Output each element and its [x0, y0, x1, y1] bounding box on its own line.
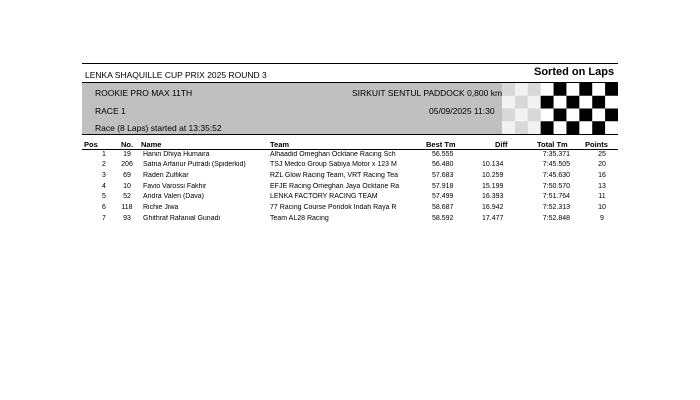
row-total: 7:52.313: [542, 204, 570, 211]
row-no: 118: [121, 204, 133, 211]
flag-square: [566, 96, 579, 109]
row-diff: 16.393: [482, 193, 504, 201]
row-name: Andra Valen (Dava): [143, 193, 204, 201]
flag-square: [502, 96, 515, 109]
row-total: 7:52.848: [542, 214, 570, 222]
table-row: [0, 193, 700, 204]
flag-square: [566, 121, 579, 134]
flag-square: [566, 109, 579, 122]
row-pos: 2: [102, 161, 106, 169]
row-team: LENKA FACTORY RACING TEAM: [270, 193, 378, 201]
table-row: [0, 172, 700, 183]
row-best: 57.499: [432, 193, 454, 201]
row-no: 10: [123, 182, 131, 190]
row-diff: 10.134: [482, 161, 504, 169]
flag-square: [541, 83, 554, 96]
row-name: Favio Varossi Fakhir: [143, 182, 207, 190]
row-points: 13: [598, 182, 606, 190]
row-points: 16: [598, 171, 606, 179]
row-diff: 15.199: [482, 182, 504, 190]
row-team: Alhaadid Omeghan Ocktane Racing Sch: [270, 150, 396, 158]
flag-square: [579, 109, 592, 122]
col-team: Team: [270, 140, 290, 149]
row-best: 57.918: [432, 182, 454, 190]
row-no: 52: [123, 193, 131, 201]
band-bottom-rule: [82, 134, 618, 135]
row-name: Ghithraf Rafanial Gunadi: [143, 214, 221, 222]
row-no: 93: [123, 214, 131, 222]
row-pos: 3: [102, 171, 106, 179]
flag-square: [541, 96, 554, 109]
flag-square: [554, 109, 567, 122]
table-row: [0, 183, 700, 194]
row-no: 69: [123, 171, 131, 179]
row-pos: 5: [102, 193, 106, 201]
row-no: 19: [123, 150, 131, 158]
flag-square: [502, 83, 515, 96]
row-points: 9: [600, 214, 604, 222]
row-team: TSJ Medco Group Sabiya Motor x 123 M: [270, 161, 397, 169]
col-pos: Pos: [84, 140, 98, 149]
row-team: Team AL28 Racing: [270, 214, 329, 222]
table-row: [0, 161, 700, 172]
flag-square: [579, 96, 592, 109]
flag-square: [566, 83, 579, 96]
flag-square: [554, 96, 567, 109]
circuit-name: SIRKUIT SENTUL PADDOCK 0,800 km: [352, 88, 503, 98]
flag-square: [502, 121, 515, 134]
row-points: 11: [598, 193, 606, 201]
row-diff: 17.477: [482, 214, 504, 222]
row-diff: 10.259: [482, 171, 504, 179]
row-best: 58.592: [432, 214, 454, 222]
row-total: 7:50.570: [542, 182, 570, 190]
row-pos: 1: [102, 150, 106, 158]
col-points: Points: [585, 140, 608, 149]
table-row: [0, 215, 700, 226]
flag-square: [528, 83, 541, 96]
row-total: 7:45.630: [542, 171, 570, 179]
flag-square: [515, 109, 528, 122]
class-name: ROOKIE PRO MAX 11TH: [95, 88, 193, 98]
row-pos: 6: [102, 204, 106, 211]
row-best: 57.683: [432, 171, 454, 179]
flag-square: [605, 83, 618, 96]
flag-square: [528, 96, 541, 109]
flag-square: [592, 109, 605, 122]
row-name: Satria Arfanur Putradi (Spiderkid): [143, 161, 246, 169]
row-total: 7:45.505: [542, 161, 570, 169]
flag-square: [515, 83, 528, 96]
event-title: LENKA SHAQUILLE CUP PRIX 2025 ROUND 3: [85, 70, 267, 80]
row-best: 56.480: [432, 161, 454, 169]
top-rule: [82, 63, 618, 64]
flag-square: [579, 121, 592, 134]
flag-square: [592, 83, 605, 96]
flag-square: [528, 121, 541, 134]
flag-square: [554, 121, 567, 134]
flag-square: [515, 96, 528, 109]
row-name: Raden Zulfikar: [143, 171, 189, 179]
table-row: [0, 204, 700, 215]
sort-label: Sorted on Laps: [534, 66, 615, 78]
row-total: 7:51.764: [542, 193, 570, 201]
row-best: 58.687: [432, 204, 454, 211]
flag-square: [502, 109, 515, 122]
flag-square: [605, 96, 618, 109]
flag-square: [605, 121, 618, 134]
col-no: No.: [121, 140, 134, 149]
row-team: 77 Racing Course Pondok Indah Raya R: [270, 204, 397, 211]
flag-square: [605, 109, 618, 122]
row-best: 56.555: [432, 150, 454, 158]
row-points: 20: [598, 161, 606, 169]
row-team: RZL Glow Racing Team, VRT Racing Tea: [270, 171, 399, 179]
col-best: Best Tm: [426, 140, 456, 149]
row-team: EFJE Racing Omeghan Jaya Ocktane Ra: [270, 182, 400, 190]
col-diff: Diff: [495, 140, 508, 149]
row-points: 10: [598, 204, 606, 211]
table-row: [0, 151, 700, 162]
flag-square: [541, 121, 554, 134]
flag-square: [592, 96, 605, 109]
checkered-flag-icon: [502, 83, 618, 134]
col-total: Total Tm: [537, 140, 568, 149]
row-pos: 4: [102, 182, 106, 190]
flag-square: [592, 121, 605, 134]
race-datetime: 05/09/2025 11:30: [429, 106, 495, 116]
flag-square: [528, 109, 541, 122]
col-name: Name: [141, 140, 162, 149]
row-total: 7:35.371: [542, 150, 570, 158]
row-name: Richie Jiwa: [143, 204, 179, 211]
row-name: Hanin Dhiya Humaira: [143, 150, 210, 158]
row-pos: 7: [102, 214, 106, 222]
row-points: 25: [598, 150, 606, 158]
row-no: 206: [121, 161, 133, 169]
race-label: RACE 1: [95, 106, 126, 116]
flag-square: [515, 121, 528, 134]
race-start-info: Race (8 Laps) started at 13:35:52: [95, 123, 222, 133]
row-diff: 16.942: [482, 204, 504, 211]
flag-square: [541, 109, 554, 122]
flag-square: [554, 83, 567, 96]
flag-square: [579, 83, 592, 96]
